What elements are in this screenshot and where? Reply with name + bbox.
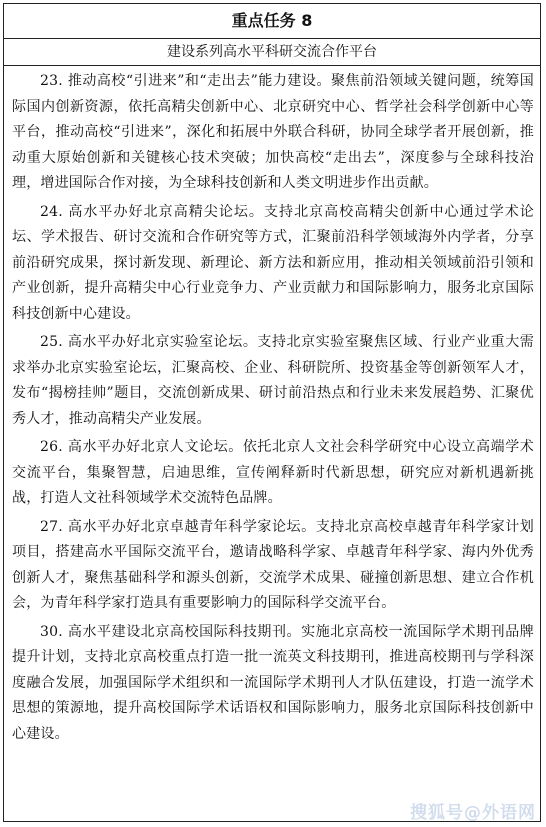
- box-subtitle: 建设系列高水平科研交流合作平台: [4, 39, 540, 66]
- watermark: 搜狐号@外语网: [410, 803, 536, 823]
- paragraph-26: 26. 高水平办好北京人文论坛。依托北京人文社会科学研究中心设立高端学术交流平台，集聚智慧，启迪思维，宣传阐释新时代新思想，研究应对新机遇新挑战，打造人文社科领域学术交流特色品牌。: [12, 439, 534, 506]
- box-title: 重点任务 8: [4, 4, 540, 39]
- box-content: [4, 66, 540, 747]
- paragraph-23: 23. 推动高校“引进来”和“走出去”能力建设。聚焦前沿领域关键问题，统筹国际国内创新资源，依托高精尖创新中心、北京研究中心、哲学社会科学创新中心等平台，推动高校“引进来”，深化和拓展中外联合科研，协同全球学者开展创新，推动重大原始创新和关键核心技术突破；加快高校“走出去”，深度参与全球科技治理，增进国际合作对接，为全球科技创新和人类文明进步作出贡献。: [12, 73, 534, 191]
- paragraph-27: 27. 高水平办好北京卓越青年科学家论坛。支持北京高校卓越青年科学家计划项目，搭建高水平国际交流平台，邀请战略科学家、卓越青年科学家、海内外优秀创新人才，聚焦基础科学和源头创新，交流学术成果、碰撞创新思想、建立合作机会，为青年科学家打造具有重要影响力的国际科学交流平台。: [12, 518, 534, 611]
- paragraph-25: 25. 高水平办好北京实验室论坛。支持北京实验室聚焦区域、行业产业重大需求举办北京实验室论坛，汇聚高校、企业、科研院所、投资基金等创新领军人才，发布“揭榜挂帅”题目，交流创新成果、研讨前沿热点和行业未来发展趋势、汇聚优秀人才，推动高精尖产业发展。: [12, 334, 534, 427]
- task-box: [3, 3, 541, 822]
- paragraph-24: 24. 高水平办好北京高精尖论坛。支持北京高校高精尖创新中心通过学术论坛、学术报告、研讨交流和合作研究等方式，汇聚前沿科学领域海外内学者，分享前沿研究成果，探讨新发现、新理论、新方法和新应用，推动相关领域前沿引领和产业创新，提升高精尖中心行业竞争力、产业贡献力和国际影响力，服务北京国际科技创新中心建设。: [12, 203, 534, 322]
- paragraph-30: 30. 高水平建设北京高校国际科技期刊。实施北京高校一流国际学术期刊品牌提升计划，支持北京高校重点打造一批一流英文科技期刊，推进高校期刊与学科深度融合发展，加强国际学术组织和一流国际学术期刊人才队伍建设，打造一流学术思想的策源地，提升高校国际学术话语权和国际影响力，服务北京国际科技创新中心建设。: [12, 623, 534, 742]
